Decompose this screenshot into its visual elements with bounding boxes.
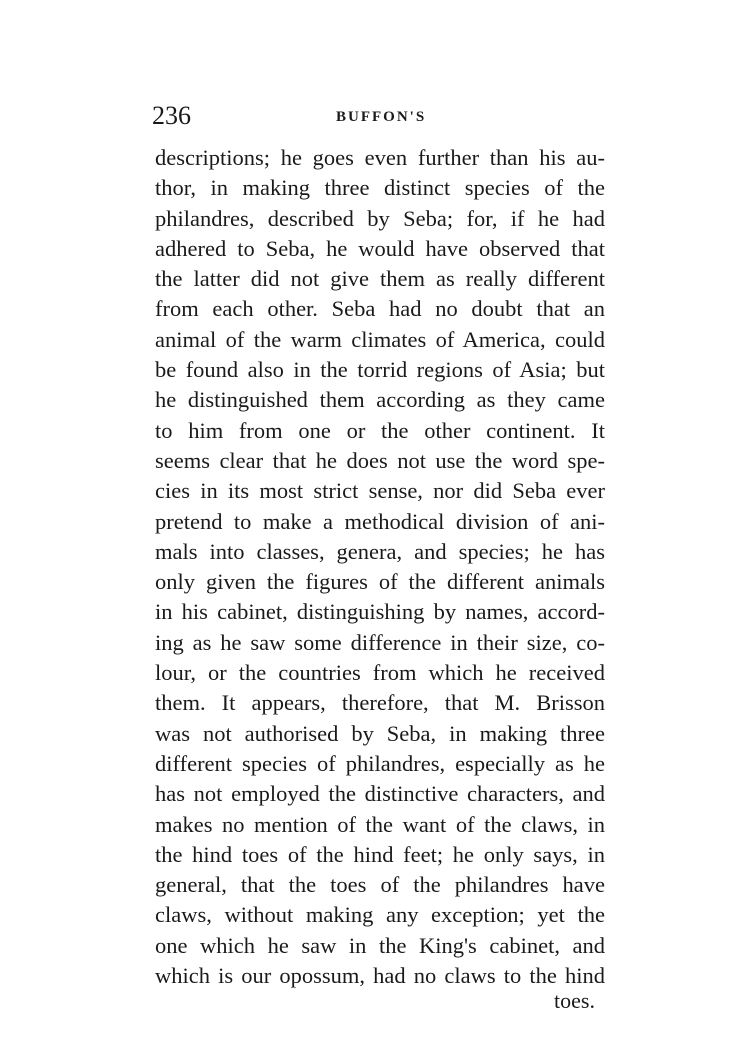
text-line: lour, or the countries from which he received bbox=[155, 660, 605, 686]
text-line: adhered to Seba, he would have observed that bbox=[155, 235, 605, 261]
text-line: only given the figures of the different animals bbox=[155, 569, 605, 595]
text-line: pretend to make a methodical division of ani- bbox=[155, 508, 605, 534]
text-line: them. It appears, therefore, that M. Brisson bbox=[155, 690, 605, 716]
text-line: to him from one or the other continent. It bbox=[155, 417, 605, 443]
text-line: be found also in the torrid regions of Asia; but bbox=[155, 357, 605, 383]
text-line: he distinguished them according as they came bbox=[155, 387, 605, 413]
text-line: thor, in making three distinct species of the bbox=[155, 175, 605, 201]
text-line: ing as he saw some difference in their size, co- bbox=[155, 629, 605, 655]
body-text bbox=[155, 143, 605, 991]
text-line: general, that the toes of the philandres have bbox=[155, 872, 605, 898]
text-line: seems clear that he does not use the word spe- bbox=[155, 447, 605, 473]
text-line: one which he saw in the King's cabinet, and bbox=[155, 932, 605, 958]
text-line: cies in its most strict sense, nor did Seba ever bbox=[155, 478, 605, 504]
text-line: has not employed the distinctive characters, and bbox=[155, 781, 605, 807]
text-line: mals into classes, genera, and species; he has bbox=[155, 538, 605, 564]
text-line: animal of the warm climates of America, could bbox=[155, 326, 605, 352]
text-line: was not authorised by Seba, in making three bbox=[155, 720, 605, 746]
text-line: the hind toes of the hind feet; he only says, in bbox=[155, 841, 605, 867]
running-head: BUFFON'S bbox=[336, 109, 427, 125]
text-line: the latter did not give them as really different bbox=[155, 266, 605, 292]
text-line: makes no mention of the want of the claws, in bbox=[155, 811, 605, 837]
text-line: in his cabinet, distinguishing by names, accord- bbox=[155, 599, 605, 625]
text-line: claws, without making any exception; yet the bbox=[155, 902, 605, 928]
catchword: toes. bbox=[554, 988, 595, 1013]
text-line: descriptions; he goes even further than his au- bbox=[155, 145, 605, 170]
text-line: different species of philandres, especially as he bbox=[155, 750, 605, 776]
page-number: 236 bbox=[152, 101, 191, 130]
text-line: philandres, described by Seba; for, if he had bbox=[155, 205, 605, 231]
text-line: from each other. Seba had no doubt that an bbox=[155, 296, 605, 322]
text-line: which is our opossum, had no claws to the hind bbox=[155, 963, 605, 989]
